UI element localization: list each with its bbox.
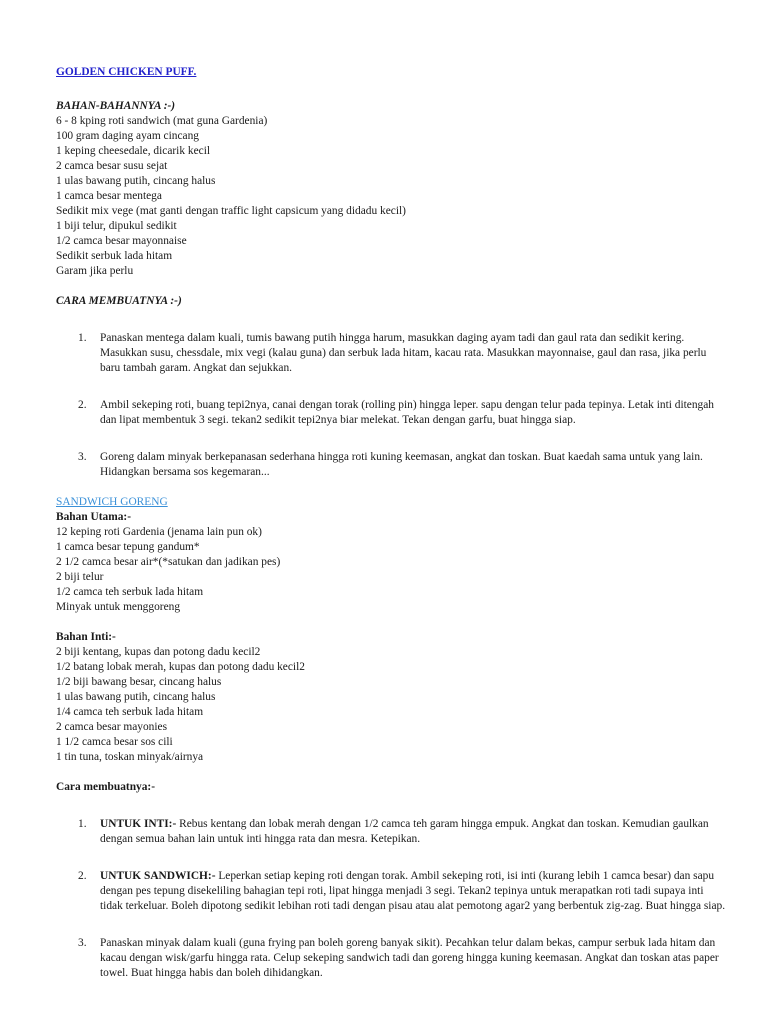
document-page	[56, 65, 728, 1003]
step-number: 3.	[78, 451, 87, 463]
step-text: Leperkan setiap keping roti dengan torak. Ambil sekeping roti, isi inti (kurang lebih 1 camca besar) dan sapu dengan pes tepung disekeliling bahagian tepi roti, lipat hingga menjadi 3 segi. Tekan2 tepinya untuk merapatkan roti tadi supaya inti tidak terkeluar. Boleh dipotong sedikit lebihan roti tadi dengan pisau atau alat pemotong agar2 yang berbentuk zig-zag. Buat hingga siap.	[100, 870, 726, 912]
ingredient-line: 1 camca besar tepung gandum*	[56, 541, 200, 553]
ingredient-line: 1 tin tuna, toskan minyak/airnya	[56, 751, 204, 763]
step-text: Ambil sekeping roti, buang tepi2nya, canai dengan torak (rolling pin) hingga leper. sapu dengan telur pada tepinya. Letak inti ditengah dan lipat membentuk 3 segi. tekan2 sedikit tepi2nya biar melekat. Tekan dengan garfu, buat hingga siap.	[100, 399, 714, 426]
step-number: 3.	[78, 937, 87, 949]
method-step	[56, 817, 728, 847]
ingredient-line: 2 camca besar susu sejat	[56, 160, 168, 172]
method-step	[56, 450, 728, 480]
ingredient-line: Garam jika perlu	[56, 265, 134, 277]
step-label: UNTUK SANDWICH:-	[100, 870, 216, 882]
ingredients-list	[56, 114, 728, 279]
method-steps	[56, 331, 728, 480]
ingredient-line: Sedikit mix vege (mat ganti dengan traffic light capsicum yang didadu kecil)	[56, 205, 406, 217]
step-text: Panaskan mentega dalam kuali, tumis bawang putih hingga harum, masukkan daging ayam tadi dan gaul rata dan sedikit kering. Masukkan susu, chessdale, mix vegi (kalau guna) dan serbuk lada hitam, kacau rata. Masukkan mayonnaise, gaul dan rasa, jika perlu baru tambah garam. Angkat dan sejukkan.	[100, 332, 707, 374]
method-steps-2	[56, 817, 728, 981]
step-number: 1.	[78, 818, 87, 830]
ingredient-line: 1 biji telur, dipukul sedikit	[56, 220, 177, 232]
ingredient-line: 2 1/2 camca besar air*(*satukan dan jadikan pes)	[56, 556, 281, 568]
method-step	[56, 398, 728, 428]
ingredient-line: 1/2 biji bawang besar, cincang halus	[56, 676, 222, 688]
ingredient-line: 1 ulas bawang putih, cincang halus	[56, 691, 216, 703]
main-ingredients-heading: Bahan Utama:-	[56, 511, 131, 523]
recipe-title-golden-chicken-puff[interactable]: GOLDEN CHICKEN PUFF.	[56, 66, 197, 78]
method-heading-2: Cara membuatnya:-	[56, 781, 156, 793]
step-number: 1.	[78, 332, 87, 344]
step-text: Rebus kentang dan lobak merah dengan 1/2 camca teh garam hingga empuk. Angkat dan toskan. Kemudian gaulkan dengan semua bahan lain untuk inti hingga rata dan mesra. Ketepikan.	[100, 818, 709, 845]
ingredients-heading: BAHAN-BAHANNYA :-)	[56, 100, 176, 112]
method-step	[56, 331, 728, 376]
method-heading: CARA MEMBUATNYA :-)	[56, 295, 182, 307]
step-text: Panaskan minyak dalam kuali (guna frying pan boleh goreng banyak sikit). Pecahkan telur dalam bekas, campur serbuk lada hitam dan kacau dengan wisk/garfu hingga rata. Celup sekeping sandwich tadi dan goreng hingga kuning keemasan. Angkat dan toskan atas paper towel. Buat hingga habis dan boleh dihidangkan.	[100, 937, 719, 979]
filling-ingredients-list	[56, 645, 728, 765]
ingredient-line: 1 keping cheesedale, dicarik kecil	[56, 145, 211, 157]
ingredient-line: 100 gram daging ayam cincang	[56, 130, 199, 142]
recipe-title-sandwich-goreng[interactable]: SANDWICH GORENG	[56, 496, 168, 508]
ingredient-line: 2 biji telur	[56, 571, 104, 583]
ingredient-line: 1/2 camca besar mayonnaise	[56, 235, 187, 247]
step-label: UNTUK INTI:-	[100, 818, 177, 830]
ingredient-line: Minyak untuk menggoreng	[56, 601, 181, 613]
filling-ingredients-heading: Bahan Inti:-	[56, 631, 116, 643]
ingredient-line: 6 - 8 kping roti sandwich (mat guna Gardenia)	[56, 115, 268, 127]
ingredient-line: 1 camca besar mentega	[56, 190, 162, 202]
ingredient-line: 1/4 camca teh serbuk lada hitam	[56, 706, 204, 718]
method-step	[56, 869, 728, 914]
ingredient-line: 2 camca besar mayonies	[56, 721, 168, 733]
step-text: Goreng dalam minyak berkepanasan sederhana hingga roti kuning keemasan, angkat dan toskan. Buat kaedah sama untuk yang lain. Hidangkan bersama sos kegemaran...	[100, 451, 703, 478]
ingredient-line: 2 biji kentang, kupas dan potong dadu kecil2	[56, 646, 261, 658]
step-number: 2.	[78, 870, 87, 882]
step-number: 2.	[78, 399, 87, 411]
ingredient-line: 1 ulas bawang putih, cincang halus	[56, 175, 216, 187]
ingredient-line: Sedikit serbuk lada hitam	[56, 250, 173, 262]
ingredient-line: 1/2 camca teh serbuk lada hitam	[56, 586, 204, 598]
ingredient-line: 12 keping roti Gardenia (jenama lain pun ok)	[56, 526, 262, 538]
main-ingredients-list	[56, 525, 728, 615]
ingredient-line: 1 1/2 camca besar sos cili	[56, 736, 173, 748]
method-step	[56, 936, 728, 981]
ingredient-line: 1/2 batang lobak merah, kupas dan potong dadu kecil2	[56, 661, 305, 673]
